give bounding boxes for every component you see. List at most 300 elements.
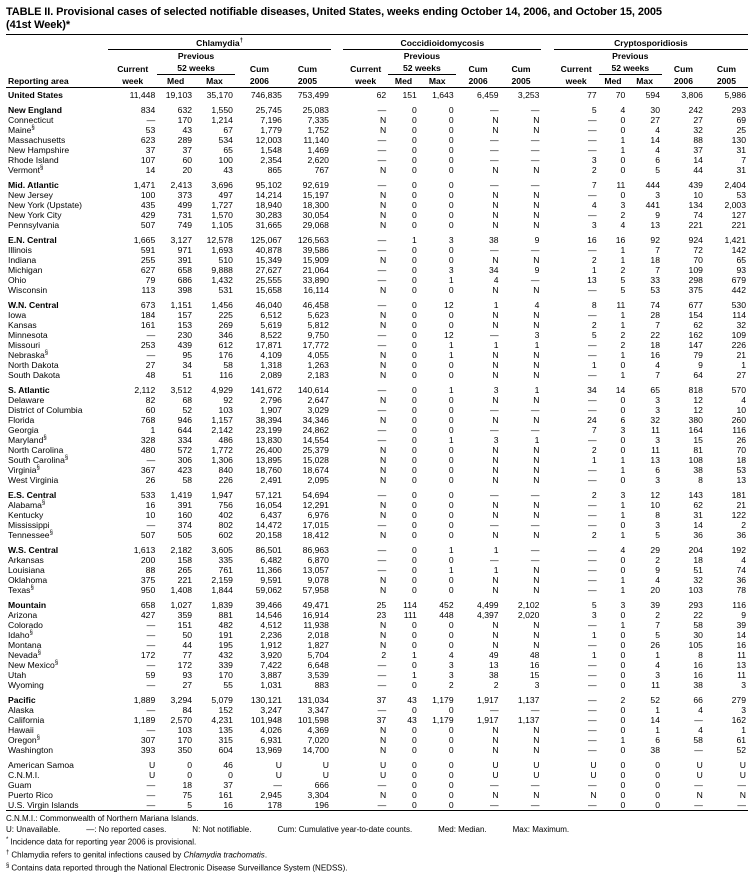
cell: 55 [223, 680, 233, 690]
cell: 2,945 [260, 790, 282, 800]
cell: — [588, 575, 597, 585]
cell: 746,835 [250, 90, 282, 100]
cell: 3,294 [170, 695, 193, 705]
cell: — [588, 135, 597, 145]
cell: 4,026 [260, 725, 282, 735]
cell: 4,231 [211, 715, 233, 725]
table-row [6, 475, 748, 485]
table-row [6, 610, 748, 620]
cell: 293 [731, 105, 746, 115]
cell: 0 [412, 520, 417, 530]
cell: — [146, 350, 156, 360]
cell: 0 [412, 385, 417, 395]
cell: 95,102 [255, 180, 282, 190]
cell: N [379, 575, 387, 585]
cell: 1,907 [260, 405, 282, 415]
cell: 44 [693, 165, 703, 175]
cell: 5,704 [307, 650, 329, 660]
cell: — [588, 395, 597, 405]
cell: 16 [736, 640, 746, 650]
cell: 70 [693, 255, 703, 265]
cell: 373 [177, 190, 193, 200]
cell: — [377, 245, 387, 255]
table-row [6, 395, 748, 405]
row-label: Arizona [8, 610, 38, 620]
group-spacer [541, 660, 553, 670]
cell: 11 [616, 300, 626, 310]
cell: N [533, 630, 540, 640]
table-row [6, 530, 748, 540]
current-label: Current [350, 63, 382, 74]
cell: 11,140 [303, 135, 329, 145]
table-row [6, 595, 748, 610]
cell: 0 [412, 310, 417, 320]
cell: — [489, 490, 499, 500]
cell: 37 [145, 145, 156, 155]
cell: 37 [376, 695, 387, 705]
cell: N [492, 285, 499, 295]
cell: 0 [620, 705, 626, 715]
cell: 18 [182, 780, 193, 790]
cell: 64 [693, 370, 703, 380]
cell: 16,054 [255, 500, 282, 510]
cell: — [530, 545, 540, 555]
cell: 0 [448, 745, 454, 755]
cell: 38 [693, 465, 703, 475]
cell: 0 [655, 780, 660, 790]
cell: 4,397 [477, 610, 499, 620]
cell: 350 [177, 745, 193, 755]
cell: 27 [145, 360, 156, 370]
cell: 161 [218, 790, 233, 800]
cell: 0 [620, 760, 626, 770]
cell: 3 [620, 600, 626, 610]
cell: — [146, 640, 156, 650]
cell: 70 [736, 445, 746, 455]
cell: 3,806 [681, 90, 703, 100]
cell: 658 [140, 600, 156, 610]
cell: 17,871 [255, 340, 282, 350]
cell: 0 [448, 255, 454, 265]
cell: 13,057 [302, 565, 329, 575]
cell: 0 [187, 760, 193, 770]
cell: 4 [741, 555, 746, 565]
group-spacer [541, 680, 553, 690]
table-row [6, 500, 748, 510]
cell: 0 [448, 455, 454, 465]
cell: 51 [182, 370, 193, 380]
cell: — [377, 670, 387, 680]
cell: N [379, 370, 387, 380]
cell: N [379, 360, 387, 370]
cell: — [588, 340, 597, 350]
cell: 753,499 [297, 90, 329, 100]
cell: 3,605 [211, 545, 233, 555]
cell: 0 [448, 500, 454, 510]
cell: 0 [448, 360, 454, 370]
cell: 93 [736, 265, 746, 275]
cell: 6,648 [307, 660, 329, 670]
cell: 486 [218, 435, 233, 445]
cell: 0 [448, 135, 454, 145]
cell: 0 [620, 360, 626, 370]
cell: 38 [489, 670, 499, 680]
group-spacer [331, 715, 343, 725]
group-spacer [541, 200, 553, 210]
cell: 0 [448, 530, 454, 540]
cell: 0 [655, 800, 660, 810]
group-spacer [541, 395, 553, 405]
cell: 6,512 [260, 310, 282, 320]
cell: 1 [412, 670, 417, 680]
cell: N [379, 125, 387, 135]
cell: — [377, 565, 387, 575]
group-spacer [541, 670, 553, 680]
group-spacer [331, 395, 343, 405]
table-row [6, 380, 748, 395]
cell: 2,003 [724, 200, 746, 210]
cell: 7 [591, 425, 597, 435]
group-spacer [331, 230, 343, 245]
cell: N [379, 320, 387, 330]
cell: N [533, 395, 540, 405]
cell: 2 [448, 680, 454, 690]
cell: 65 [736, 255, 746, 265]
cell: 57,121 [255, 490, 282, 500]
cell: — [146, 630, 156, 640]
group-spacer [331, 630, 343, 640]
group-spacer [541, 320, 553, 330]
cell: 13,895 [255, 455, 282, 465]
cell: 4 [655, 125, 660, 135]
group-spacer [541, 520, 553, 530]
group-spacer [331, 565, 343, 575]
cell: 3 [448, 235, 454, 245]
group-spacer [541, 705, 553, 715]
cell: 1,151 [170, 300, 193, 310]
cell: 6,459 [477, 90, 499, 100]
cell: 1 [412, 650, 417, 660]
group-spacer [541, 500, 553, 510]
group-spacer [541, 275, 553, 285]
cell: 0 [412, 320, 417, 330]
cell: 0 [412, 330, 417, 340]
cell: 644 [177, 425, 193, 435]
cell: 230 [177, 330, 193, 340]
group-spacer [331, 360, 343, 370]
cell: 31 [736, 165, 746, 175]
cell: 4 [698, 705, 703, 715]
row-label: Georgia [8, 425, 39, 435]
cell: 16,914 [302, 610, 329, 620]
cell: 0 [412, 575, 417, 585]
table-row [6, 540, 748, 555]
title-line-1: TABLE II. Provisional cases of selected notifiable diseases, United States, weeks ending October 14, 2006, and October 15, 2005 [6, 6, 662, 18]
cell: 11,448 [129, 90, 156, 100]
cell: N [492, 370, 499, 380]
cell: 126,563 [297, 235, 329, 245]
cell: 38,394 [255, 415, 282, 425]
row-label: Puerto Rico [8, 790, 53, 800]
row-label: Louisiana [8, 565, 45, 575]
cell: 0 [412, 530, 417, 540]
cell: 0 [412, 735, 417, 745]
disease-header-chlamydia: Chlamydia† [108, 35, 331, 50]
cell: — [588, 190, 597, 200]
cell: 0 [620, 435, 626, 445]
cell: 178 [267, 800, 282, 810]
cell: 44 [182, 640, 193, 650]
cell: 1,889 [133, 695, 156, 705]
table-row [6, 145, 748, 155]
cell: 2 [591, 165, 597, 175]
group-spacer [331, 330, 343, 340]
cell: — [530, 135, 540, 145]
cell: 0 [620, 395, 626, 405]
group-spacer [541, 340, 553, 350]
cell: 0 [448, 705, 454, 715]
cell: — [588, 735, 597, 745]
cell: — [489, 105, 499, 115]
cell: 10 [650, 500, 660, 510]
cell: 1 [620, 735, 626, 745]
cell: — [588, 780, 597, 790]
cell: — [588, 465, 597, 475]
row-label: Vermont§ [8, 165, 44, 175]
52-weeks-label: 52 weeks [599, 62, 662, 75]
cell: 0 [448, 735, 454, 745]
cell: 5,812 [307, 320, 329, 330]
cell: — [146, 330, 156, 340]
cell: — [588, 715, 597, 725]
cell: 3 [591, 610, 597, 620]
group-spacer [541, 575, 553, 585]
cell: N [533, 220, 540, 230]
cell: 594 [645, 90, 660, 100]
cell: 2,183 [307, 370, 329, 380]
table-row [6, 165, 748, 175]
cell: 50 [182, 630, 193, 640]
cell: 52 [182, 405, 193, 415]
row-label: Ohio [8, 275, 27, 285]
table-row [6, 295, 748, 310]
footnote-cnmi: C.N.M.I.: Commonwealth of Northern Mariana Islands. [6, 814, 199, 823]
cell: 3 [620, 200, 626, 210]
group-spacer [541, 330, 553, 340]
cell: 531 [218, 285, 233, 295]
cell: 14 [650, 135, 660, 145]
cell: — [588, 555, 597, 565]
cell: 242 [688, 105, 703, 115]
cell: 612 [218, 340, 233, 350]
row-label: Maine§ [8, 125, 35, 135]
cell: 92 [650, 235, 660, 245]
group-spacer [331, 735, 343, 745]
group-spacer [331, 670, 343, 680]
row-label: Virginia§ [8, 465, 40, 475]
cell: 1 [591, 650, 597, 660]
cell: — [737, 800, 746, 810]
cell: — [377, 405, 387, 415]
group-spacer [331, 725, 343, 735]
cell: — [530, 780, 540, 790]
cell: 1,408 [170, 585, 193, 595]
cell: 16 [145, 500, 156, 510]
cell: 4 [448, 650, 454, 660]
cell: N [379, 530, 387, 540]
cell: — [530, 405, 540, 415]
table-row [6, 100, 748, 115]
cell: 731 [177, 210, 193, 220]
cell: 4,055 [307, 350, 329, 360]
table-row [6, 310, 748, 320]
table-row [6, 510, 748, 520]
cell: 0 [412, 135, 417, 145]
row-label: W.N. Central [8, 300, 59, 310]
cell: N [533, 125, 540, 135]
cell: — [377, 265, 387, 275]
cell: 0 [412, 145, 417, 155]
cell: N [533, 370, 540, 380]
cell: 109 [731, 330, 746, 340]
table-row [6, 445, 748, 455]
table-row [6, 88, 748, 101]
group-spacer [331, 485, 343, 500]
cell: 1,827 [307, 640, 329, 650]
cell: 1 [620, 585, 626, 595]
cell: 37 [693, 145, 703, 155]
cell: 375 [140, 575, 156, 585]
cell: 3 [741, 705, 746, 715]
cell: 1,263 [307, 360, 329, 370]
cell: 16,114 [303, 285, 329, 295]
table-row [6, 680, 748, 690]
cell: 68 [182, 395, 193, 405]
cell: — [530, 245, 540, 255]
cell: 0 [620, 715, 626, 725]
cell: 9 [655, 210, 660, 220]
cell: 3,887 [260, 670, 282, 680]
cell: 130,121 [250, 695, 282, 705]
group-spacer [331, 510, 343, 520]
cell: 0 [412, 265, 417, 275]
cell: N [492, 310, 499, 320]
group-spacer [331, 435, 343, 445]
cell: 802 [218, 520, 233, 530]
cell: 1 [591, 630, 597, 640]
group-spacer [541, 755, 553, 770]
med-label: Med [599, 75, 628, 88]
cell: 8,522 [260, 330, 282, 340]
cell: U [492, 760, 499, 770]
row-label: Minnesota [8, 330, 48, 340]
cell: 226 [218, 475, 233, 485]
cell: 1 [655, 650, 660, 660]
cell: 1,912 [260, 640, 282, 650]
cell: 18,760 [255, 465, 282, 475]
group-spacer [541, 770, 553, 780]
cell: 4 [655, 660, 660, 670]
group-spacer [331, 500, 343, 510]
cell: 0 [412, 255, 417, 265]
footnotes [6, 814, 748, 874]
cell: 3 [448, 670, 454, 680]
cell: 17,772 [302, 340, 329, 350]
group-spacer [541, 800, 553, 811]
cell: 0 [448, 585, 454, 595]
cell: 1,027 [170, 600, 193, 610]
cell: 0 [620, 780, 626, 790]
cell: 307 [140, 735, 156, 745]
row-label: West Virginia [8, 475, 59, 485]
cell: 30 [650, 105, 660, 115]
cell: 13 [650, 220, 660, 230]
cell: 3,539 [307, 670, 329, 680]
footnote-abbrev-item: Max: Maximum. [512, 824, 570, 834]
cell: N [379, 445, 387, 455]
cell: — [737, 780, 746, 790]
cell: 1 [591, 360, 597, 370]
max-label: Max [627, 75, 662, 88]
cell: 6 [620, 415, 626, 425]
cell: 114 [732, 310, 746, 320]
cell: 4 [493, 275, 499, 285]
row-label: Hawaii [8, 725, 34, 735]
cell: 435 [140, 200, 156, 210]
cell: 840 [218, 465, 233, 475]
cell: 2,159 [211, 575, 233, 585]
cell: 0 [620, 640, 626, 650]
row-label: New York City [8, 210, 62, 220]
cell: 9 [698, 360, 703, 370]
cell: 25,555 [255, 275, 282, 285]
cell: 11 [651, 425, 660, 435]
cell: 1 [591, 265, 597, 275]
cell: 3 [534, 680, 540, 690]
cell: N [533, 585, 540, 595]
cell: 510 [218, 255, 233, 265]
table-row [6, 255, 748, 265]
cell: — [588, 370, 597, 380]
cell: 12 [693, 395, 703, 405]
cell: 60 [182, 155, 193, 165]
row-label: Alabama§ [8, 500, 46, 510]
cell: 2,404 [724, 180, 746, 190]
cell: 6,931 [260, 735, 282, 745]
group-spacer [331, 800, 343, 811]
cell: 0 [412, 435, 417, 445]
group-spacer [541, 220, 553, 230]
cell: 8 [698, 650, 703, 660]
cell: — [588, 475, 597, 485]
cell: 9 [534, 265, 540, 275]
cell: 21 [736, 350, 746, 360]
group-spacer [541, 310, 553, 320]
cell: 623 [140, 135, 156, 145]
cell: 0 [412, 780, 417, 790]
cell: 18 [736, 455, 746, 465]
cell: 1,456 [211, 300, 233, 310]
cell: N [492, 510, 499, 520]
cell: 3 [591, 155, 597, 165]
cell: 3 [741, 680, 746, 690]
group-spacer [331, 520, 343, 530]
cell: 5 [591, 105, 597, 115]
group-spacer [331, 595, 343, 610]
52-weeks-label: 52 weeks [388, 62, 455, 75]
cell: 1 [534, 385, 540, 395]
cell: 0 [412, 370, 417, 380]
